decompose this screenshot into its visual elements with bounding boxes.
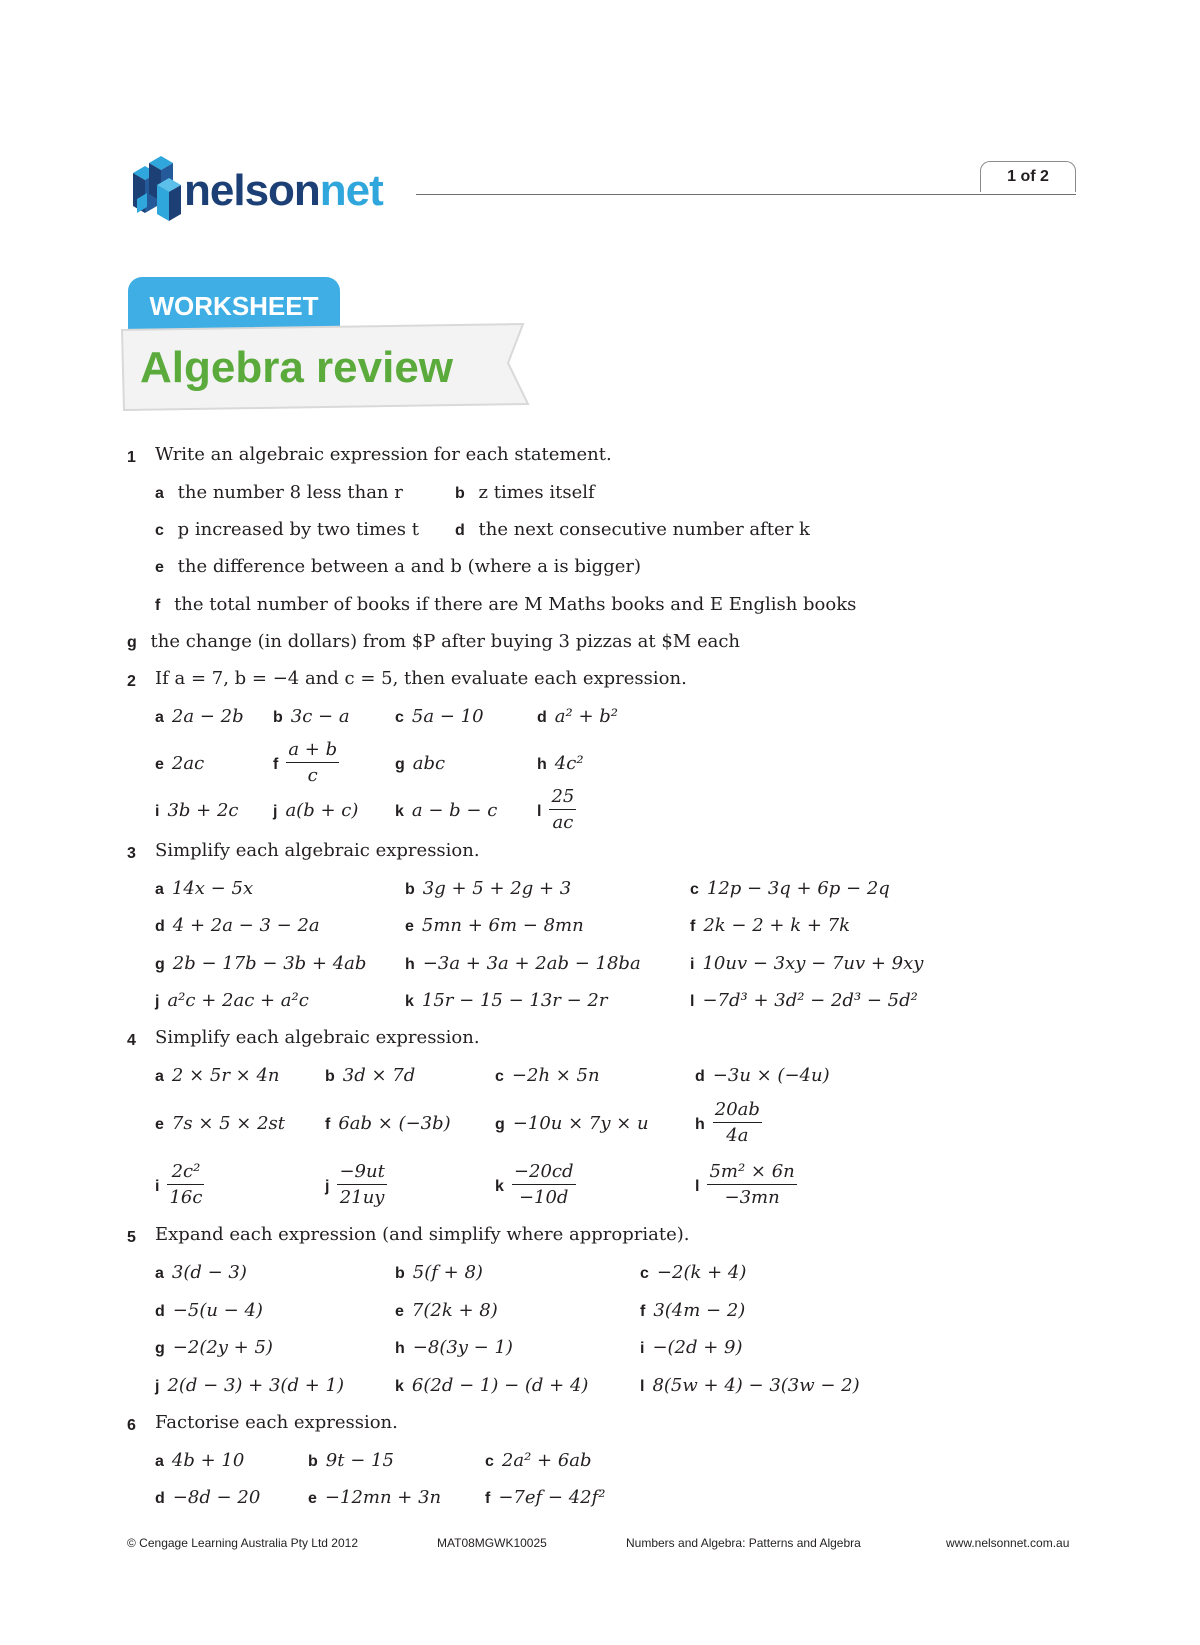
q1e-text: the difference between a and b (where a is bigger) bbox=[177, 556, 641, 577]
label-b: b bbox=[308, 1453, 318, 1470]
label-f: f bbox=[640, 1303, 646, 1320]
q5-item-f bbox=[640, 1299, 745, 1324]
q4l-fraction bbox=[707, 1160, 796, 1211]
q2-item-l bbox=[537, 785, 576, 836]
q2l-denominator: ac bbox=[549, 809, 576, 836]
label-k: k bbox=[495, 1177, 504, 1195]
q2-item-j bbox=[273, 799, 358, 824]
q2-item-e bbox=[155, 752, 204, 777]
q2-item-c bbox=[395, 705, 484, 730]
q1-item-b bbox=[455, 481, 595, 506]
q2f-numerator: a + b bbox=[288, 739, 338, 760]
label-e: e bbox=[405, 918, 414, 935]
q2-item-g bbox=[395, 752, 445, 777]
q6-item-e bbox=[308, 1486, 441, 1511]
label-e: e bbox=[155, 1116, 164, 1133]
q3h-expr: −3a + 3a + 2ab − 18ba bbox=[422, 953, 641, 974]
q2-number: 2 bbox=[127, 673, 136, 690]
q4i-fraction bbox=[167, 1160, 204, 1211]
q4a-expr: 2 × 5r × 4n bbox=[171, 1065, 280, 1086]
label-j: j bbox=[155, 993, 160, 1010]
label-k: k bbox=[395, 803, 404, 820]
q1-item-d bbox=[455, 518, 810, 543]
q1d-text: the next consecutive number after k bbox=[478, 519, 810, 540]
q5-item-k bbox=[395, 1374, 588, 1399]
q2h-expr: 4c² bbox=[554, 753, 584, 774]
q5-item-i bbox=[640, 1336, 743, 1361]
q5-number: 5 bbox=[127, 1229, 136, 1246]
label-j: j bbox=[325, 1177, 330, 1195]
q4-item-b bbox=[325, 1064, 415, 1089]
label-c: c bbox=[690, 881, 699, 898]
label-l: l bbox=[640, 1378, 645, 1395]
label-i: i bbox=[155, 803, 160, 820]
q5-item-j bbox=[155, 1374, 344, 1399]
q3-item-i bbox=[690, 952, 923, 977]
footer-strand: Numbers and Algebra: Patterns and Algebra bbox=[626, 1536, 861, 1550]
q1-prompt: Write an algebraic expression for each statement. bbox=[155, 444, 612, 465]
label-k: k bbox=[405, 993, 414, 1010]
q6-item-f bbox=[485, 1486, 605, 1511]
q3-item-a bbox=[155, 877, 253, 902]
q2f-fraction bbox=[286, 738, 339, 789]
q2-item-a bbox=[155, 705, 244, 730]
page-title: Algebra review bbox=[140, 343, 454, 392]
q1-item-e bbox=[155, 555, 641, 580]
q4f-expr: 6ab × (−3b) bbox=[338, 1113, 451, 1134]
footer-code: MAT08MGWK10025 bbox=[437, 1536, 547, 1550]
label-l: l bbox=[695, 1177, 700, 1195]
label-a: a bbox=[155, 881, 164, 898]
q4-item-j bbox=[325, 1160, 387, 1211]
label-j: j bbox=[273, 803, 278, 820]
q3-item-k bbox=[405, 989, 607, 1014]
q3-item-e bbox=[405, 914, 584, 939]
q4-item-l bbox=[695, 1160, 797, 1211]
q4-item-i bbox=[155, 1160, 204, 1211]
q4l-numerator: 5m² × 6n bbox=[709, 1161, 795, 1182]
q4h-numerator: 20ab bbox=[714, 1099, 760, 1120]
q5-item-l bbox=[640, 1374, 860, 1399]
q3f-expr: 2k − 2 + k + 7k bbox=[703, 915, 850, 936]
q1b-text: z times itself bbox=[478, 482, 595, 503]
q3g-expr: 2b − 17b − 3b + 4ab bbox=[172, 953, 367, 974]
q2b-expr: 3c − a bbox=[290, 706, 350, 727]
q2-item-i bbox=[155, 799, 239, 824]
q6f-expr: −7ef − 42f² bbox=[498, 1487, 606, 1508]
q4k-fraction bbox=[512, 1160, 576, 1211]
q3e-expr: 5mn + 6m − 8mn bbox=[421, 915, 584, 936]
q5-item-b bbox=[395, 1261, 483, 1286]
label-b: b bbox=[273, 709, 283, 726]
q5f-expr: 3(4m − 2) bbox=[653, 1300, 746, 1321]
label-g: g bbox=[155, 1340, 165, 1357]
q4k-numerator: −20cd bbox=[513, 1161, 574, 1182]
label-g: g bbox=[495, 1116, 505, 1133]
label-b: b bbox=[405, 881, 415, 898]
label-h: h bbox=[537, 756, 547, 773]
q1-item-c bbox=[155, 518, 419, 543]
q4-item-h bbox=[695, 1098, 762, 1149]
label-d: d bbox=[155, 1303, 165, 1320]
q6a-expr: 4b + 10 bbox=[171, 1450, 245, 1471]
header-rule bbox=[416, 194, 1076, 195]
q4g-expr: −10u × 7y × u bbox=[512, 1113, 649, 1134]
q4-item-d bbox=[695, 1064, 830, 1089]
nelsonnet-logo bbox=[127, 155, 417, 227]
q2l-fraction bbox=[549, 785, 576, 836]
footer-copyright: © Cengage Learning Australia Pty Ltd 2012 bbox=[127, 1536, 358, 1550]
q2d-expr: a² + b² bbox=[554, 706, 618, 727]
q1c-text: p increased by two times t bbox=[177, 519, 419, 540]
q5-item-c bbox=[640, 1261, 746, 1286]
q6-number: 6 bbox=[127, 1417, 136, 1434]
label-i: i bbox=[640, 1340, 645, 1357]
label-b: b bbox=[455, 485, 465, 502]
q4-item-k bbox=[495, 1160, 576, 1211]
q1g-text: the change (in dollars) from $P after buying 3 pizzas at $M each bbox=[150, 631, 741, 652]
q3c-expr: 12p − 3q + 6p − 2q bbox=[706, 878, 890, 899]
label-b: b bbox=[395, 1265, 405, 1282]
label-f: f bbox=[325, 1116, 331, 1133]
q4b-expr: 3d × 7d bbox=[342, 1065, 416, 1086]
label-g: g bbox=[127, 634, 137, 651]
q5h-expr: −8(3y − 1) bbox=[412, 1337, 513, 1358]
label-c: c bbox=[495, 1068, 504, 1085]
q3-item-j bbox=[155, 989, 309, 1014]
q3-item-l bbox=[690, 989, 918, 1014]
q4h-denominator: 4a bbox=[713, 1122, 762, 1149]
q3-item-c bbox=[690, 877, 890, 902]
label-i: i bbox=[690, 956, 695, 973]
label-j: j bbox=[155, 1378, 160, 1395]
q4-item-e bbox=[155, 1112, 285, 1137]
logo-word-nelson: nelson bbox=[184, 166, 320, 215]
q5e-expr: 7(2k + 8) bbox=[411, 1300, 498, 1321]
q1-item-f bbox=[155, 593, 856, 618]
label-a: a bbox=[155, 1068, 164, 1085]
q5i-expr: −(2d + 9) bbox=[652, 1337, 743, 1358]
q3-item-d bbox=[155, 914, 320, 939]
label-e: e bbox=[155, 756, 164, 773]
label-d: d bbox=[455, 522, 465, 539]
q6d-expr: −8d − 20 bbox=[172, 1487, 261, 1508]
q4-prompt: Simplify each algebraic expression. bbox=[155, 1027, 480, 1048]
q2-item-k bbox=[395, 799, 497, 824]
q5b-expr: 5(f + 8) bbox=[412, 1262, 483, 1283]
label-d: d bbox=[695, 1068, 705, 1085]
q2a-expr: 2a − 2b bbox=[171, 706, 244, 727]
q3i-expr: 10uv − 3xy − 7uv + 9xy bbox=[702, 953, 924, 974]
label-k: k bbox=[395, 1378, 404, 1395]
label-l: l bbox=[537, 802, 542, 820]
q5g-expr: −2(2y + 5) bbox=[172, 1337, 273, 1358]
label-g: g bbox=[395, 756, 405, 773]
label-h: h bbox=[695, 1115, 705, 1133]
q4i-denominator: 16c bbox=[167, 1184, 204, 1211]
q5d-expr: −5(u − 4) bbox=[172, 1300, 263, 1321]
q2e-expr: 2ac bbox=[171, 753, 205, 774]
q5-item-d bbox=[155, 1299, 263, 1324]
q4i-numerator: 2c² bbox=[171, 1161, 201, 1182]
q3-number: 3 bbox=[127, 845, 136, 862]
cubes-logo-icon bbox=[127, 155, 183, 227]
q6-item-c bbox=[485, 1449, 592, 1474]
q3k-expr: 15r − 15 − 13r − 2r bbox=[421, 990, 608, 1011]
label-f: f bbox=[155, 597, 161, 614]
label-e: e bbox=[155, 559, 164, 576]
label-a: a bbox=[155, 1265, 164, 1282]
q3b-expr: 3g + 5 + 2g + 3 bbox=[422, 878, 572, 899]
q2i-expr: 3b + 2c bbox=[167, 800, 239, 821]
q4j-denominator: 21uy bbox=[337, 1184, 386, 1211]
q2c-expr: 5a − 10 bbox=[411, 706, 484, 727]
label-h: h bbox=[395, 1340, 405, 1357]
q5a-expr: 3(d − 3) bbox=[171, 1262, 247, 1283]
q4h-fraction bbox=[713, 1098, 762, 1149]
label-g: g bbox=[155, 956, 165, 973]
q5-prompt: Expand each expression (and simplify where appropriate). bbox=[155, 1224, 690, 1245]
q6e-expr: −12mn + 3n bbox=[324, 1487, 442, 1508]
q1a-text: the number 8 less than r bbox=[177, 482, 403, 503]
q2-item-d bbox=[537, 705, 618, 730]
q6-item-a bbox=[155, 1449, 244, 1474]
q5c-expr: −2(k + 4) bbox=[656, 1262, 747, 1283]
q6b-expr: 9t − 15 bbox=[325, 1450, 394, 1471]
label-a: a bbox=[155, 485, 164, 502]
q4-number: 4 bbox=[127, 1032, 136, 1049]
q2l-numerator: 25 bbox=[551, 786, 575, 807]
q5-item-h bbox=[395, 1336, 513, 1361]
label-a: a bbox=[155, 709, 164, 726]
label-h: h bbox=[405, 956, 415, 973]
q3l-expr: −7d³ + 3d² − 2d³ − 5d² bbox=[702, 990, 918, 1011]
q2j-expr: a(b + c) bbox=[285, 800, 359, 821]
q5-item-g bbox=[155, 1336, 273, 1361]
q4-item-a bbox=[155, 1064, 280, 1089]
label-f: f bbox=[485, 1490, 491, 1507]
q4-item-f bbox=[325, 1112, 451, 1137]
label-i: i bbox=[155, 1177, 160, 1195]
label-a: a bbox=[155, 1453, 164, 1470]
q2-item-h bbox=[537, 752, 584, 777]
q2-prompt: If a = 7, b = −4 and c = 5, then evaluate each expression. bbox=[155, 668, 687, 689]
q2g-expr: abc bbox=[412, 753, 446, 774]
label-d: d bbox=[537, 709, 547, 726]
q2f-denominator: c bbox=[286, 762, 339, 789]
q4d-expr: −3u × (−4u) bbox=[712, 1065, 830, 1086]
q4-item-g bbox=[495, 1112, 649, 1137]
label-c: c bbox=[395, 709, 404, 726]
q6c-expr: 2a² + 6ab bbox=[501, 1450, 592, 1471]
worksheet-tag: WORKSHEET bbox=[128, 277, 340, 332]
q4e-expr: 7s × 5 × 2st bbox=[171, 1113, 286, 1134]
label-d: d bbox=[155, 1490, 165, 1507]
q3-item-g bbox=[155, 952, 366, 977]
label-f: f bbox=[690, 918, 696, 935]
q6-item-d bbox=[155, 1486, 260, 1511]
label-d: d bbox=[155, 918, 165, 935]
q5k-expr: 6(2d − 1) − (d + 4) bbox=[411, 1375, 589, 1396]
q4k-denominator: −10d bbox=[512, 1184, 576, 1211]
q3d-expr: 4 + 2a − 3 − 2a bbox=[172, 915, 320, 936]
q3-item-f bbox=[690, 914, 850, 939]
q5-item-e bbox=[395, 1299, 498, 1324]
q1-number: 1 bbox=[127, 449, 136, 466]
q6-item-b bbox=[308, 1449, 394, 1474]
q1-item-g bbox=[127, 630, 740, 655]
q1-item-a bbox=[155, 481, 403, 506]
q1f-text: the total number of books if there are M Maths books and E English books bbox=[174, 594, 857, 615]
q4j-numerator: −9ut bbox=[339, 1161, 385, 1182]
label-c: c bbox=[485, 1453, 494, 1470]
page-indicator: 1 of 2 bbox=[980, 161, 1076, 192]
label-f: f bbox=[273, 755, 279, 773]
q6-prompt: Factorise each expression. bbox=[155, 1412, 398, 1433]
q2-item-b bbox=[273, 705, 350, 730]
q4-item-c bbox=[495, 1064, 600, 1089]
q5-item-a bbox=[155, 1261, 247, 1286]
q3-item-h bbox=[405, 952, 641, 977]
q2k-expr: a − b − c bbox=[411, 800, 498, 821]
q4l-denominator: −3mn bbox=[707, 1184, 796, 1211]
q4c-expr: −2h × 5n bbox=[511, 1065, 600, 1086]
label-c: c bbox=[155, 522, 164, 539]
logo-wordmark bbox=[184, 155, 383, 227]
label-c: c bbox=[640, 1265, 649, 1282]
q3j-expr: a²c + 2ac + a²c bbox=[167, 990, 309, 1011]
logo-word-net: net bbox=[319, 166, 383, 215]
q3-prompt: Simplify each algebraic expression. bbox=[155, 840, 480, 861]
q2-item-f bbox=[273, 738, 339, 789]
q5l-expr: 8(5w + 4) − 3(3w − 2) bbox=[652, 1375, 860, 1396]
q3-item-b bbox=[405, 877, 571, 902]
q4j-fraction bbox=[337, 1160, 386, 1211]
q3a-expr: 14x − 5x bbox=[171, 878, 254, 899]
label-l: l bbox=[690, 993, 695, 1010]
label-e: e bbox=[308, 1490, 317, 1507]
q5j-expr: 2(d − 3) + 3(d + 1) bbox=[167, 1375, 344, 1396]
label-e: e bbox=[395, 1303, 404, 1320]
label-b: b bbox=[325, 1068, 335, 1085]
footer-url: www.nelsonnet.com.au bbox=[946, 1536, 1070, 1550]
